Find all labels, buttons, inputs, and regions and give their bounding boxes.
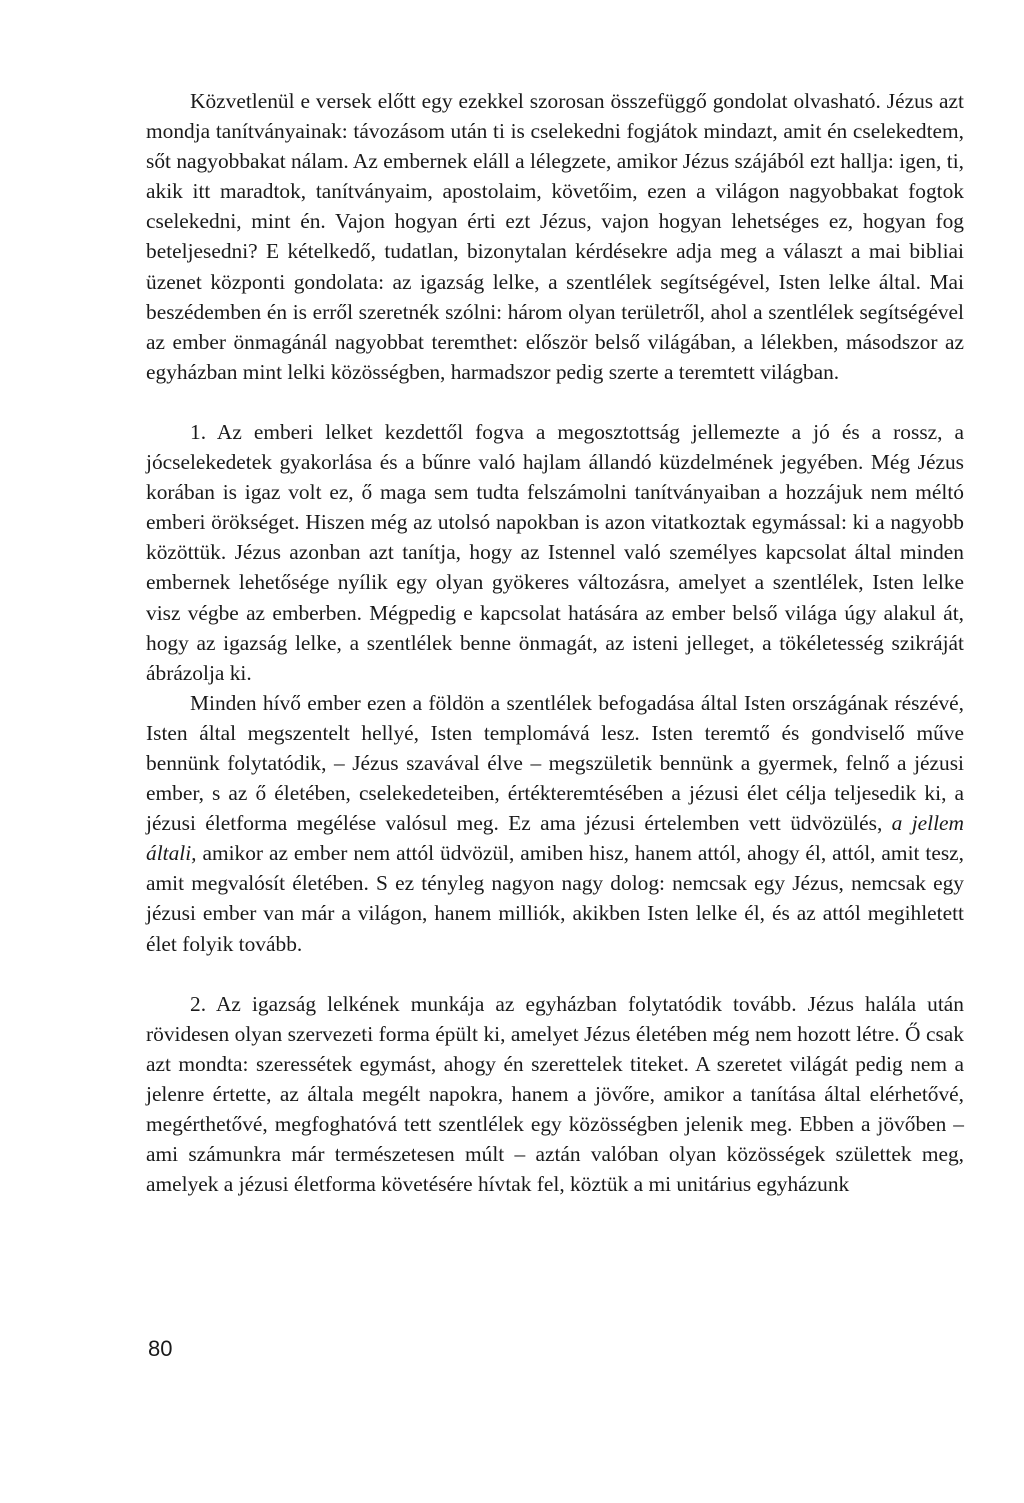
paragraph-section-1b-text: Minden hívő ember ezen a földön a szentlélek befogadása által Isten országának részévé, Isten által megszentelt hellyé, Isten templomává lesz. Isten teremtő és gondviselő műve bennünk folytatódik, – Jézus szavával élve – megszületik bennünk a gyermek, felnő a jézusi ember, s az ő életében, cselekedeteiben, értékteremtésében a jézusi élet célja teljesedik ki, a jézusi életforma megélése valósul meg. Ez ama jézusi értelemben vett üdvözülés, bbox=[146, 690, 964, 836]
paragraph-gap bbox=[146, 387, 964, 417]
italic-phrase: a jellem általi, bbox=[146, 811, 964, 866]
paragraph-section-1: 1. Az emberi lelket kezdettől fogva a megosztottság jellemezte a jó és a rossz, a jócselekedetek gyakorlása és a bűnre való hajlam állandó küzdelmének jegyében. Még Jézus korában is igaz volt ez, ő maga sem tudta felszámolni tanítványaiban a hozzájuk nem méltó emberi örökséget. Hiszen még az utolsó napokban is azon vitatkoztak egymással: ki a nagyobb közöttük. Jézus azonban azt tanítja, hogy az Istennel való személyes kapcsolat által minden embernek lehetősége nyílik egy olyan gyökeres változásra, amelyet a szentlélek, Isten lelke visz végbe az emberben. Mégpedig e kapcsolat hatására az ember belső világa úgy alakul át, hogy az igazság lelke, a szentlélek benne önmagát, az isteni jelleget, a tökéletesség szikráját ábrázolja ki. bbox=[146, 419, 964, 685]
paragraph-section-2: 2. Az igazság lelkének munkája az egyházban folytatódik tovább. Jézus halála után rövidesen olyan szervezeti forma épült ki, amelyet Jézus életében még nem hozott létre. Ő csak azt mondta: szeressétek egymást, ahogy én szerettelek titeket. A szeretet világát pedig nem a jelenre értette, az általa megélt napokra, hanem a jövőre, amikor a tanítása által elérhetővé, megérthetővé, megfoghatóvá tett szentlélek egy közösségben jelenik meg. Ebben a jövőben – ami számunkra már természetesen múlt – aztán valóban olyan közösségek születtek meg, amelyek a jézusi életforma követésére hívtak fel, köztük a mi unitárius egyházunk bbox=[146, 991, 964, 1197]
document-page bbox=[146, 86, 964, 1199]
paragraph-gap bbox=[146, 959, 964, 989]
paragraph-section-1b-rest: amikor az ember nem attól üdvözül, amiben hisz, hanem attól, ahogy él, attól, amit tesz, amit megvalósít életében. S ez tényleg nagyon nagy dolog: nemcsak egy Jézus, nemcsak egy jézusi ember van már a világon, hanem milliók, akikben Isten lelke él, és az attól megihletett élet folyik tovább. bbox=[146, 841, 964, 956]
page-number: 80 bbox=[148, 1336, 173, 1361]
paragraph-section-1b bbox=[146, 688, 964, 959]
paragraph-intro: Közvetlenül e versek előtt egy ezekkel szorosan összefüggő gondolat olvasható. Jézus azt mondja tanítványainak: távozásom után ti is cselekedni fogjátok mindazt, amit én cselekedtem, sőt nagyobbakat nálam. Az embernek eláll a lélegzete, amikor Jézus szájából ezt hallja: igen, ti, akik itt maradtok, tanítványaim, apostolaim, követőim, ezen a világon nagyobbakat fogtok cselekedni, mint én. Vajon hogyan érti ezt Jézus, vajon hogyan lehetséges ez, hogyan fog beteljesedni? E kételkedő, tudatlan, bizonytalan kérdésekre adja meg a választ a mai bibliai üzenet központi gondolata: az igazság lelke, a szentlélek segítségével, Isten lelke által. Mai beszédemben én is erről szeretnék szólni: három olyan területről, ahol a szentlélek segítségével az ember önmagánál nagyobbat teremthet: először belső világában, a lélekben, másodszor az egyházban mint lelki közösségben, harmadszor pedig szerte a teremtett világban. bbox=[146, 89, 964, 384]
